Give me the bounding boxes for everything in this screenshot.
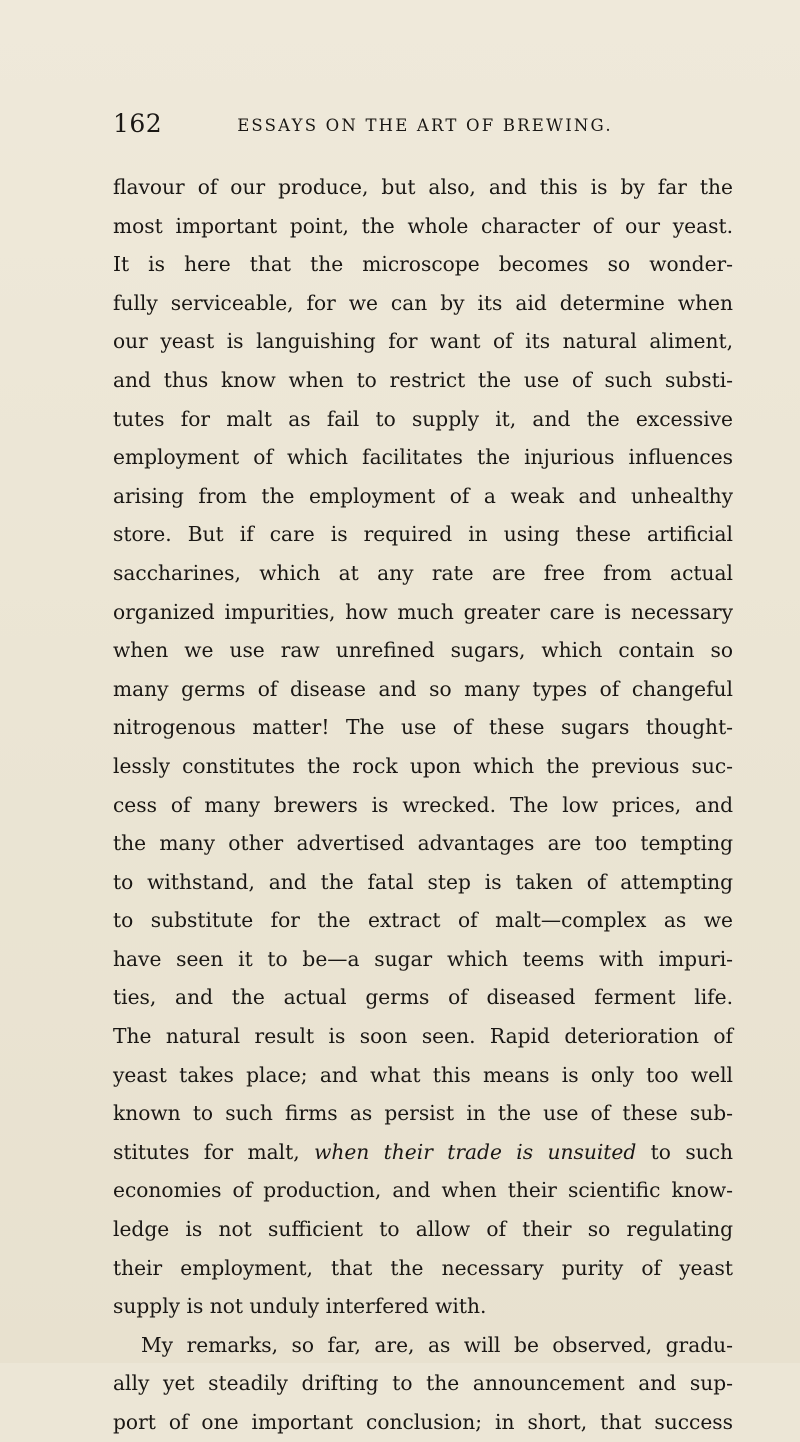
- text-line: most important point, the whole character of our yeast.: [113, 213, 733, 238]
- page-number: 162: [113, 109, 163, 138]
- text-line: their employment, that the necessary purity of yeast: [113, 1255, 733, 1280]
- text-line: our yeast is languishing for want of its natural aliment,: [113, 329, 733, 354]
- text-line: saccharines, which at any rate are free from actual: [113, 560, 733, 585]
- text-line: to substitute for the extract of malt—complex as we: [113, 908, 733, 933]
- text-line: many germs of disease and so many types of changeful: [113, 676, 733, 701]
- text-line: port of one important conclusion; in short, that success: [113, 1410, 733, 1434]
- body-text: [113, 168, 733, 1442]
- text-segment: stitutes for malt,: [113, 1139, 315, 1164]
- running-head: [113, 108, 733, 140]
- text-line: ties, and the actual germs of diseased ferment life.: [113, 985, 733, 1010]
- text-line: The natural result is soon seen. Rapid deterioration of: [113, 1024, 733, 1049]
- text-line: flavour of our produce, but also, and this is by far the: [113, 175, 733, 199]
- text-line: arising from the employment of a weak and unhealthy: [113, 483, 733, 508]
- text-line: tutes for malt as fail to supply it, and the excessive: [113, 406, 733, 431]
- text-line: economies of production, and when their scientific know-: [113, 1178, 733, 1203]
- text-line-with-italics: [113, 1133, 733, 1172]
- text-line: the many other advertised advantages are too tempting: [113, 831, 733, 856]
- text-line: nitrogenous matter! The use of these sugars thought-: [113, 715, 733, 740]
- text-line: lessly constitutes the rock upon which the previous suc-: [113, 753, 733, 778]
- text-line: and thus know when to restrict the use of such substi-: [113, 367, 733, 392]
- text-segment: to such: [636, 1139, 734, 1164]
- text-line: cess of many brewers is wrecked. The low prices, and: [113, 792, 733, 817]
- text-line: store. But if care is required in using these artificial: [113, 522, 733, 547]
- paragraph-start-line: My remarks, so far, are, as will be observed, gradu-: [141, 1332, 733, 1357]
- text-line: when we use raw unrefined sugars, which contain so: [113, 638, 733, 663]
- text-line: ally yet steadily drifting to the announcement and sup-: [113, 1371, 733, 1396]
- running-title: ESSAYS ON THE ART OF BREWING.: [237, 116, 613, 135]
- text-line: organized impurities, how much greater care is necessary: [113, 599, 733, 624]
- text-line: fully serviceable, for we can by its aid determine when: [113, 290, 733, 315]
- text-line: to withstand, and the fatal step is taken of attempting: [113, 869, 733, 894]
- text-line: employment of which facilitates the injurious influences: [113, 445, 733, 470]
- italic-phrase: when their trade is unsuited: [314, 1139, 637, 1164]
- text-line: have seen it to be—a sugar which teems with impuri-: [113, 946, 733, 971]
- text-line: known to such firms as persist in the use of these sub-: [113, 1101, 733, 1126]
- text-line: ledge is not sufficient to allow of their so regulating: [113, 1217, 733, 1242]
- paragraph-end-line: supply is not unduly interfered with.: [113, 1294, 487, 1319]
- text-line: yeast takes place; and what this means is only too well: [113, 1062, 733, 1087]
- text-line: It is here that the microscope becomes so wonder-: [113, 252, 733, 277]
